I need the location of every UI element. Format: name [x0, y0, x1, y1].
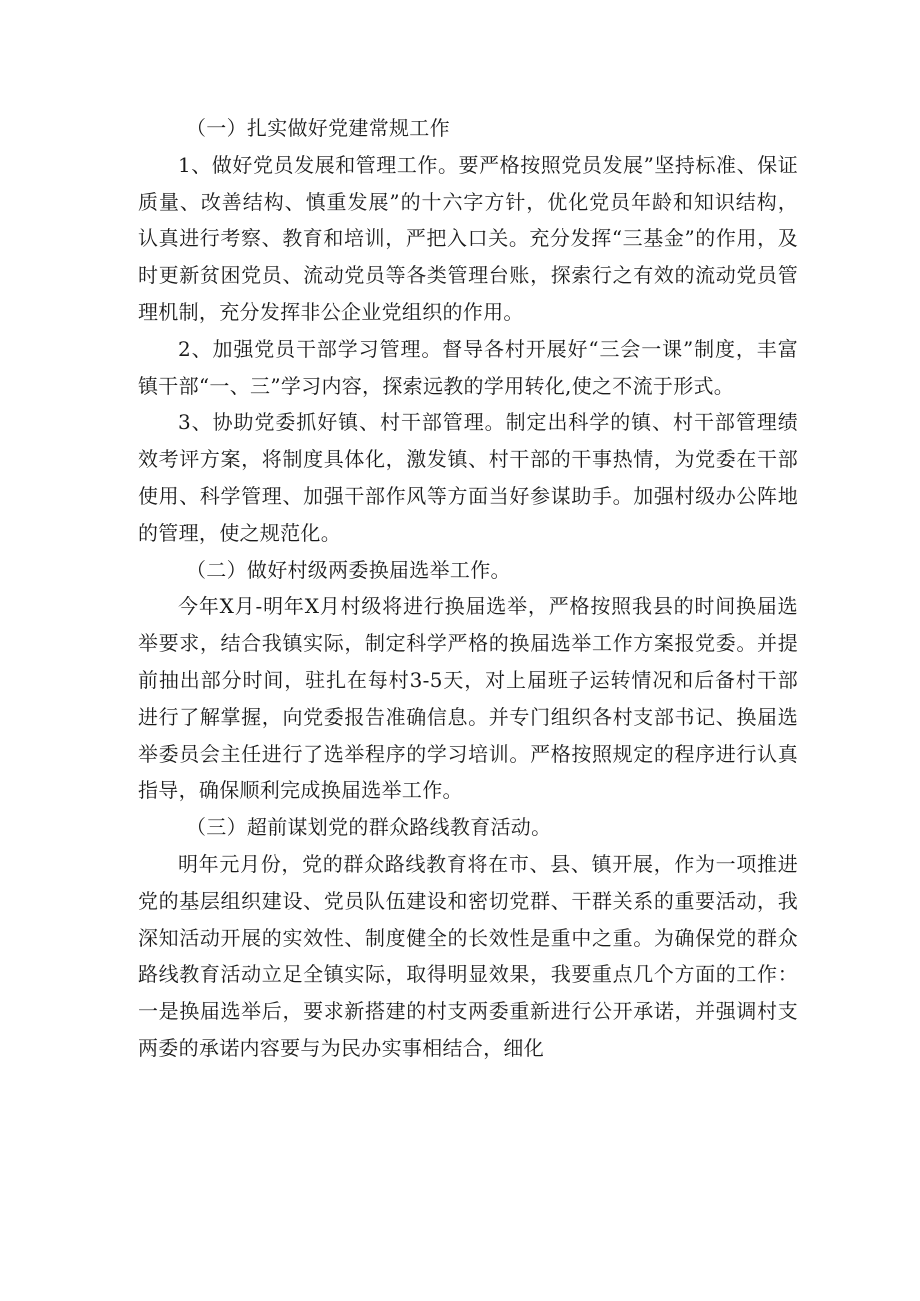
section-heading-2: （二）做好村级两委换届选举工作。 [186, 557, 511, 582]
section-heading-3: （三）超前谋划党的群众路线教育活动。 [186, 815, 552, 840]
paragraph-cadre-study-management: 2、加强党员干部学习管理。督导各村开展好“三会一课”制度，丰富镇干部“一、三”学习内容，探索远教的学用转化,使之不流于形式。 [138, 336, 798, 398]
paragraph-election-work: 今年X月-明年X月村级将进行换届选举，严格按照我县的时间换届选举要求，结合我镇实际，制定科学严格的换届选举工作方案报党委。并提前抽出部分时间，驻扎在每村3-5天，对上届班子运转情况和后备村干部进行了解掌握，向党委报告准确信息。并专门组织各村支部书记、换届选举委员会主任进行了选举程序的学习培训。严格按照规定的程序进行认真指导，确保顺利完成换届选举工作。 [138, 594, 798, 803]
paragraph-cadre-management: 3、协助党委抓好镇、村干部管理。制定出科学的镇、村干部管理绩效考评方案，将制度具体化，激发镇、村干部的干事热情，为党委在干部使用、科学管理、加强干部作风等方面当好参谋助手。加强村级办公阵地的管理，使之规范化。 [138, 410, 798, 545]
section-heading-1: （一）扎实做好党建常规工作 [186, 116, 450, 140]
document-body [138, 110, 798, 1067]
paragraph-party-member-development: 1、做好党员发展和管理工作。要严格按照党员发展”坚持标准、保证质量、改善结构、慎重发展”的十六字方针，优化党员年龄和知识结构，认真进行考察、教育和培训，严把入口关。充分发挥“三基金”的作用，及时更新贫困党员、流动党员等各类管理台账，探索行之有效的流动党员管理机制，充分发挥非公企业党组织的作用。 [138, 152, 798, 324]
paragraph-mass-line-education: 明年元月份，党的群众路线教育将在市、县、镇开展，作为一项推进党的基层组织建设、党员队伍建设和密切党群、干群关系的重要活动，我深知活动开展的实效性、制度健全的长效性是重中之重。为确保党的群众路线教育活动立足全镇实际，取得明显效果，我要重点几个方面的工作：一是换届选举后，要求新搭建的村支两委重新进行公开承诺，并强调村支两委的承诺内容要与为民办实事相结合，细化 [138, 851, 798, 1060]
